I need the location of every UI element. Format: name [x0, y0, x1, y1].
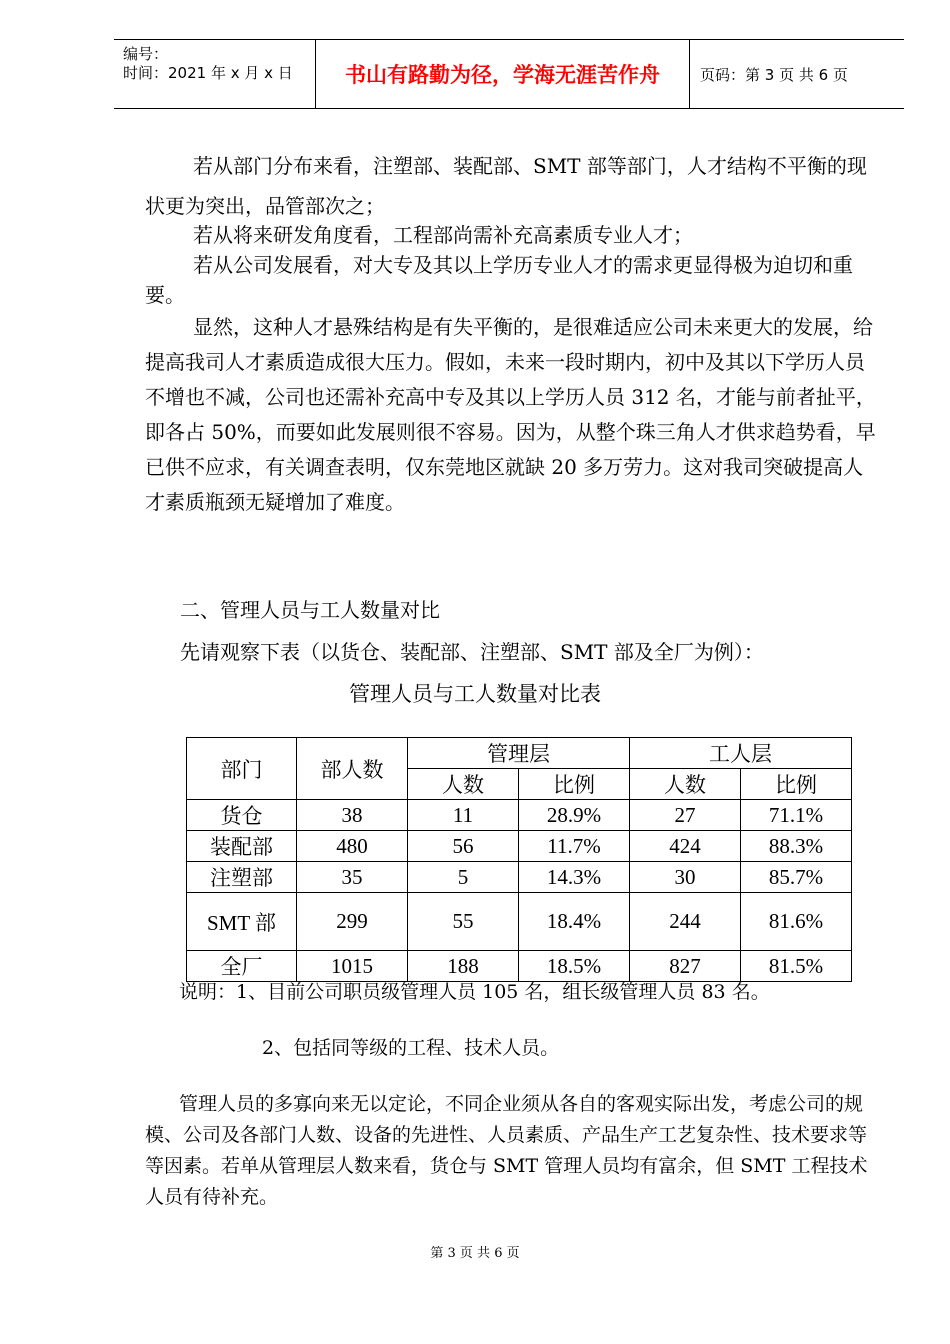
section-heading: 二、管理人员与工人数量对比	[180, 598, 440, 622]
cell-department: SMT 部	[187, 893, 297, 951]
cell-worker-ratio: 88.3%	[741, 831, 852, 862]
cell-headcount: 35	[297, 862, 408, 893]
cell-worker-ratio: 81.6%	[741, 893, 852, 951]
header-motto: 书山有路勤为径，学海无涯苦作舟	[316, 40, 690, 108]
header-management: 管理层	[408, 738, 630, 769]
paragraph-company-development: 若从公司发展看，对大专及其以上学历专业人才的需求更显得极为迫切和重要。	[145, 253, 853, 307]
subheader-worker-count: 人数	[630, 769, 741, 800]
table-row	[187, 862, 852, 893]
subheader-mgmt-count: 人数	[408, 769, 519, 800]
cell-worker-ratio: 85.7%	[741, 862, 852, 893]
table-row	[187, 893, 852, 951]
cell-worker-count: 244	[630, 893, 741, 951]
cell-mgmt-ratio: 18.4%	[519, 893, 630, 951]
paragraph-department-distribution: 若从部门分布来看，注塑部、装配部、SMT 部等部门，人才结构不平衡的现状更为突出，品管部次之；	[145, 154, 867, 218]
cell-mgmt-count: 5	[408, 862, 519, 893]
cell-worker-ratio: 81.5%	[741, 951, 852, 982]
header-meta-cell	[114, 40, 316, 108]
cell-worker-count: 27	[630, 800, 741, 831]
page-header	[114, 39, 904, 109]
subheader-worker-ratio: 比例	[741, 769, 852, 800]
table-note-1: 说明：1、目前公司职员级管理人员 105 名，组长级管理人员 83 名。	[179, 981, 770, 1003]
cell-worker-count: 827	[630, 951, 741, 982]
cell-mgmt-ratio: 28.9%	[519, 800, 630, 831]
table-row	[187, 800, 852, 831]
header-date: 时间：2021 年 x 月 x 日	[123, 64, 293, 82]
paragraph-rd-perspective: 若从将来研发角度看，工程部尚需补充高素质专业人才；	[193, 223, 693, 247]
cell-mgmt-count: 188	[408, 951, 519, 982]
cell-worker-count: 424	[630, 831, 741, 862]
header-workers: 工人层	[630, 738, 852, 769]
header-department: 部门	[187, 738, 297, 800]
page-footer: 第 3 页 共 6 页	[430, 1246, 520, 1261]
cell-department: 货仓	[187, 800, 297, 831]
cell-headcount: 38	[297, 800, 408, 831]
cell-department: 装配部	[187, 831, 297, 862]
table-intro: 先请观察下表（以货仓、装配部、注塑部、SMT 部及全厂为例）：	[180, 640, 764, 664]
cell-worker-ratio: 71.1%	[741, 800, 852, 831]
table-title: 管理人员与工人数量对比表	[349, 682, 601, 706]
cell-headcount: 1015	[297, 951, 408, 982]
cell-department: 全厂	[187, 951, 297, 982]
table-note-2: 2、包括同等级的工程、技术人员。	[262, 1037, 560, 1059]
cell-mgmt-count: 11	[408, 800, 519, 831]
cell-department: 注塑部	[187, 862, 297, 893]
comparison-table	[186, 737, 852, 982]
cell-mgmt-ratio: 18.5%	[519, 951, 630, 982]
header-page-label: 页码：第 3 页 共 6 页	[700, 65, 848, 84]
cell-mgmt-count: 55	[408, 893, 519, 951]
table-row	[187, 831, 852, 862]
cell-mgmt-ratio: 14.3%	[519, 862, 630, 893]
cell-worker-count: 30	[630, 862, 741, 893]
cell-headcount: 299	[297, 893, 408, 951]
cell-mgmt-count: 56	[408, 831, 519, 862]
cell-mgmt-ratio: 11.7%	[519, 831, 630, 862]
paragraph-closing: 管理人员的多寡向来无以定论，不同企业须从各自的客观实际出发，考虑公司的规模、公司及各部门人数、设备的先进性、人员素质、产品生产工艺复杂性、技术要求等等因素。若单从管理层人数来看，货仓与 SMT 管理人员均有富余，但 SMT 工程技术人员有待补充。	[145, 1093, 868, 1208]
header-number: 编号：	[123, 45, 169, 63]
cell-headcount: 480	[297, 831, 408, 862]
subheader-mgmt-ratio: 比例	[519, 769, 630, 800]
table-header-row	[187, 738, 852, 769]
paragraph-imbalance-analysis: 显然，这种人才悬殊结构是有失平衡的，是很难适应公司未来更大的发展，给提高我司人才素质造成很大压力。假如，未来一段时期内，初中及其以下学历人员不增也不减，公司也还需补充高中专及其以上学历人员 312 名，才能与前者扯平，即各占 50%，而要如此发展则很不容易。因为，从整个珠三角人才供求趋势看，早已供不应求，有关调查表明，仅东莞地区就缺 20 多万劳力。这对我司突破提高人才素质瓶颈无疑增加了难度。	[145, 315, 876, 514]
header-dept-headcount: 部人数	[297, 738, 408, 800]
